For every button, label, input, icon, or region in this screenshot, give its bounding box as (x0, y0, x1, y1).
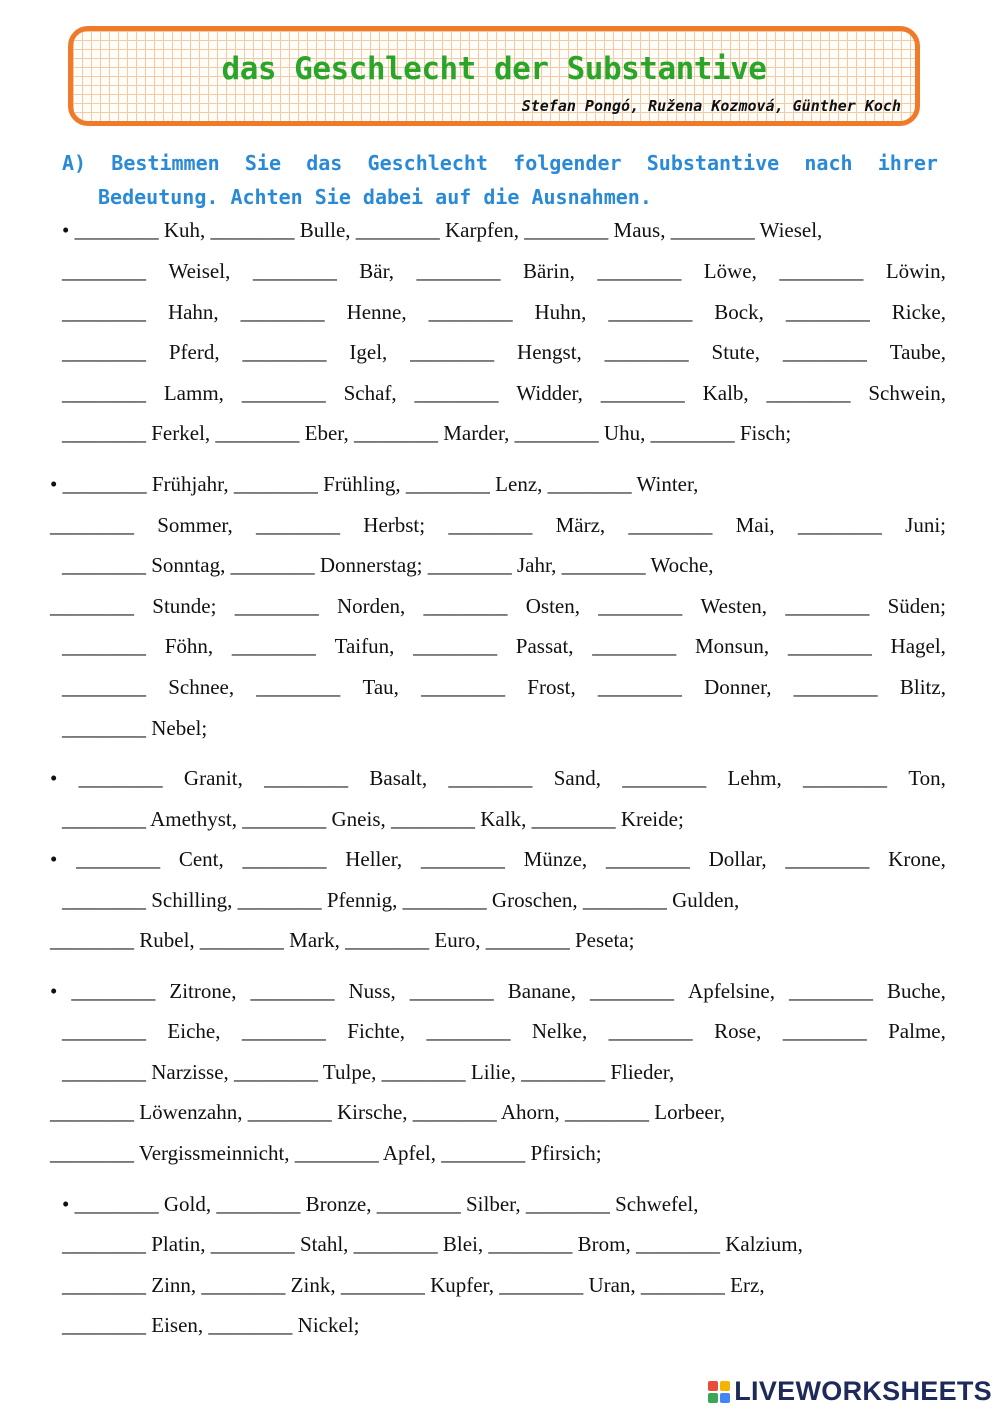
exercise-line: ________ Schnee, ________ Tau, ________ Frost, ________ Donner, ________ Blitz, (62, 675, 946, 699)
exercise-line: ________ Föhn, ________ Taifun, ________ Passat, ________ Monsun, ________ Hagel, (62, 634, 946, 658)
exercise-line: • ________ Gold, ________ Bronze, ________ Silber, ________ Schwefel, (62, 1192, 699, 1216)
watermark-text: LIVEWORKSHEETS (734, 1376, 992, 1406)
exercise-line: • ________ Frühjahr, ________ Frühling, ________ Lenz, ________ Winter, (50, 472, 699, 496)
exercise-line: ________ Hahn, ________ Henne, ________ Huhn, ________ Bock, ________ Ricke, (62, 300, 946, 324)
task-instruction (62, 146, 938, 214)
exercise-line: ________ Amethyst, ________ Gneis, ________ Kalk, ________ Kreide; (62, 807, 684, 831)
exercise-line: ________ Stunde; ________ Norden, ________ Osten, ________ Westen, ________ Süden; (50, 594, 946, 618)
exercise-line: ________ Lamm, ________ Schaf, ________ Widder, ________ Kalb, ________ Schwein, (62, 381, 946, 405)
exercise-line: • ________ Zitrone, ________ Nuss, ________ Banane, ________ Apfelsine, ________ Buche, (50, 979, 946, 1003)
exercise-line: ________ Ferkel, ________ Eber, ________ Marder, ________ Uhu, ________ Fisch; (62, 421, 792, 445)
exercise-line: • ________ Granit, ________ Basalt, ________ Sand, ________ Lehm, ________ Ton, (50, 766, 946, 790)
exercise-line: ________ Zinn, ________ Zink, ________ Kupfer, ________ Uran, ________ Erz, (62, 1273, 765, 1297)
exercise-line: • ________ Cent, ________ Heller, ________ Münze, ________ Dollar, ________ Krone, (50, 847, 946, 871)
exercise-line: ________ Vergissmeinnicht, ________ Apfel, ________ Pfirsich; (50, 1141, 602, 1165)
exercise-line: ________ Rubel, ________ Mark, ________ Euro, ________ Peseta; (50, 928, 635, 952)
exercise-line: ________ Sonntag, ________ Donnerstag; ________ Jahr, ________ Woche, (62, 553, 714, 577)
title-banner (68, 26, 920, 126)
exercise-line: ________ Narzisse, ________ Tulpe, ________ Lilie, ________ Flieder, (62, 1060, 675, 1084)
exercise-line: ________ Löwenzahn, ________ Kirsche, ________ Ahorn, ________ Lorbeer, (50, 1100, 726, 1124)
exercise-line: ________ Weisel, ________ Bär, ________ Bärin, ________ Löwe, ________ Löwin, (62, 259, 946, 283)
exercise-line: ________ Pferd, ________ Igel, ________ Hengst, ________ Stute, ________ Taube, (62, 340, 946, 364)
liveworksheets-logo-icon (708, 1381, 730, 1403)
task-instruction-line-1: A) Bestimmen Sie das Geschlecht folgender Substantive nach ihrer (62, 151, 938, 175)
liveworksheets-watermark (708, 1376, 992, 1407)
exercise-line: • ________ Kuh, ________ Bulle, ________ Karpfen, ________ Maus, ________ Wiesel, (62, 218, 823, 242)
page-title: das Geschlecht der Substantive (221, 51, 767, 87)
exercise-line: ________ Eisen, ________ Nickel; (62, 1313, 360, 1337)
exercise-line: ________ Eiche, ________ Fichte, ________ Nelke, ________ Rose, ________ Palme, (62, 1019, 946, 1043)
exercise-line: ________ Nebel; (62, 716, 208, 740)
authors: Stefan Pongó, Ružena Kozmová, Günther Koch (521, 97, 901, 115)
exercise-line: ________ Sommer, ________ Herbst; ________ März, ________ Mai, ________ Juni; (50, 513, 946, 537)
task-instruction-line-2: Bedeutung. Achten Sie dabei auf die Ausnahmen. (98, 185, 652, 209)
exercise-line: ________ Platin, ________ Stahl, ________ Blei, ________ Brom, ________ Kalzium, (62, 1232, 803, 1256)
exercise-line: ________ Schilling, ________ Pfennig, ________ Groschen, ________ Gulden, (62, 888, 740, 912)
